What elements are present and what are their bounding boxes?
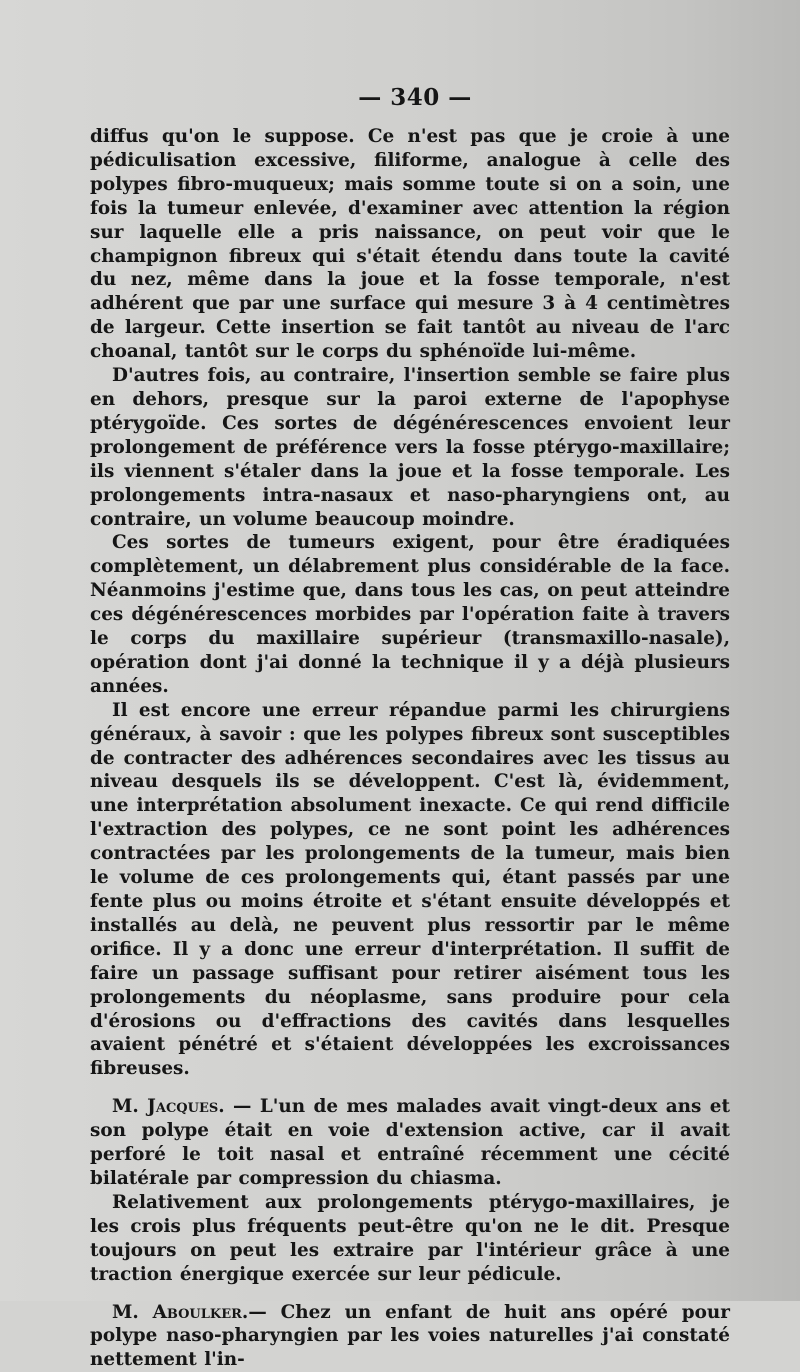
- speaker-jacques: M. Jacques.: [112, 1096, 225, 1117]
- speaker-aboulker: M. Aboulker.: [112, 1302, 248, 1323]
- aboulker-remark: [90, 1301, 730, 1372]
- jacques-remark: [90, 1095, 730, 1191]
- jacques-remark-2: Relativement aux prolongements ptérygo-maxillaires, je les crois plus fréquents peut-être qu'on ne le dit. Presque toujours on peut les extraire par l'intérieur grâce à une traction énergique exercée sur leur pédicule.: [90, 1191, 730, 1287]
- paragraph-4: Il est encore une erreur répandue parmi les chirurgiens généraux, à savoir : que les polypes fibreux sont susceptibles de contracter des adhérences secondaires avec les tissus au niveau desquels ils se développent. C'est là, évidemment, une interprétation absolument inexacte. Ce qui rend difficile l'extraction des polypes, ce ne sont point les adhérences contractées par les prolongements de la tumeur, mais bien le volume de ces prolongements qui, étant passés par une fente plus ou moins étroite et s'étant ensuite développés et installés au delà, ne peuvent plus ressortir par le même orifice. Il y a donc une erreur d'interprétation. Il suffit de faire un passage suffisant pour retirer aisément tous les prolongements du néoplasme, sans produire pour cela d'érosions ou d'effractions des cavités dans lesquelles avaient pénétré et s'étaient développées les excroissances fibreuses.: [90, 699, 730, 1082]
- paragraph-2: D'autres fois, au contraire, l'insertion semble se faire plus en dehors, presque sur la paroi externe de l'apophyse ptérygoïde. Ces sortes de dégénérescences envoient leur prolongement de préférence vers la fosse ptérygo-maxillaire; ils viennent s'étaler dans la joue et la fosse temporale. Les prolongements intra-nasaux et naso-pharyngiens ont, au contraire, un volume beaucoup moindre.: [90, 364, 730, 531]
- aboulker-remark-text: — Chez un enfant de huit ans opéré pour polype naso-pharyngien par les voies naturelles j'ai constaté nettement l'in-: [90, 1302, 730, 1371]
- paragraph-1: diffus qu'on le suppose. Ce n'est pas que je croie à une pédiculisation excessive, filiforme, analogue à celle des polypes fibro-muqueux; mais somme toute si on a soin, une fois la tumeur enlevée, d'examiner avec attention la région sur laquelle elle a pris naissance, on peut voir que le champignon fibreux qui s'était étendu dans toute la cavité du nez, même dans la joue et la fosse temporale, n'est adhérent que par une surface qui mesure 3 à 4 centimètres de largeur. Cette insertion se fait tantôt au niveau de l'arc choanal, tantôt sur le corps du sphénoïde lui-même.: [90, 125, 730, 364]
- paragraph-3: Ces sortes de tumeurs exigent, pour être éradiquées complètement, un délabrement plus considérable de la face. Néanmoins j'estime que, dans tous les cas, on peut atteindre ces dégénérescences morbides par l'opération faite à travers le corps du maxillaire supérieur (transmaxillo-nasale), opération dont j'ai donné la technique il y a déjà plusieurs années.: [90, 531, 730, 698]
- page-number: — 340 —: [100, 84, 730, 111]
- jacques-remark-text: — L'un de mes malades avait vingt-deux ans et son polype était en voie d'extension active, car il avait perforé le toit nasal et entraîné récemment une cécité bilatérale par compression du chiasma.: [90, 1096, 730, 1189]
